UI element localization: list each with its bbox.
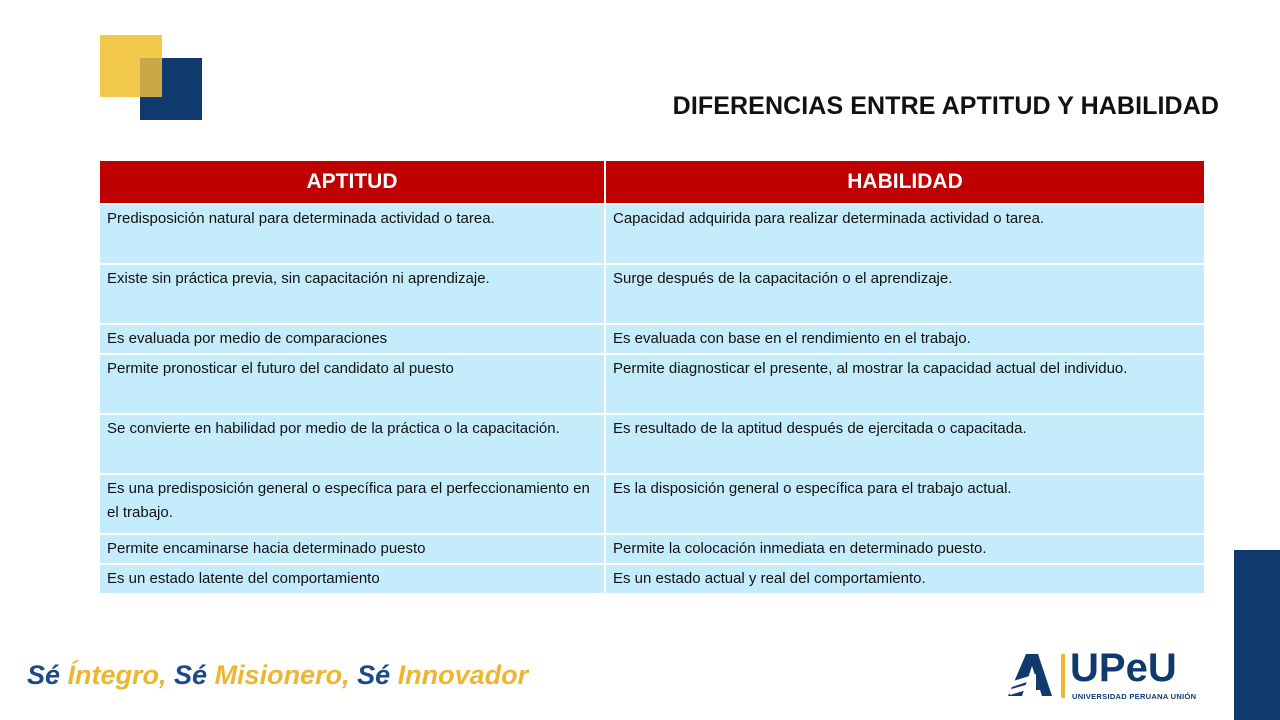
upeu-a-mark-icon: [1006, 652, 1056, 698]
cell-aptitud: Es una predisposición general o específica para el perfeccionamiento en el trabajo.: [100, 474, 605, 534]
cell-habilidad: Es un estado actual y real del comportamiento.: [605, 564, 1204, 594]
slogan-integro: Íntegro,: [67, 660, 167, 690]
cell-aptitud: Es un estado latente del comportamiento: [100, 564, 605, 594]
cell-habilidad: Permite diagnosticar el presente, al mostrar la capacidad actual del individuo.: [605, 354, 1204, 414]
logo-divider: [1061, 654, 1065, 698]
header-aptitud: APTITUD: [100, 161, 605, 204]
table-row: [100, 354, 1204, 414]
cell-aptitud: Se convierte en habilidad por medio de la práctica o la capacitación.: [100, 414, 605, 474]
slogan-innovador: Innovador: [397, 660, 529, 690]
cell-habilidad: Capacidad adquirida para realizar determinada actividad o tarea.: [605, 204, 1204, 264]
cell-habilidad: Permite la colocación inmediata en determinado puesto.: [605, 534, 1204, 564]
logo-subtitle: UNIVERSIDAD PERUANA UNIÓN: [1072, 692, 1197, 701]
cell-habilidad: Es resultado de la aptitud después de ejercitada o capacitada.: [605, 414, 1204, 474]
comparison-table: [100, 161, 1204, 595]
decorative-overlap-square: [140, 58, 162, 97]
table-row: [100, 474, 1204, 534]
slogan-misionero: Misionero,: [214, 660, 350, 690]
slogan: [27, 660, 528, 691]
upeu-logo: [1006, 646, 1206, 708]
header-habilidad: HABILIDAD: [605, 161, 1204, 204]
decorative-side-bar: [1234, 550, 1280, 720]
table-row: [100, 204, 1204, 264]
cell-aptitud: Permite encaminarse hacia determinado puesto: [100, 534, 605, 564]
cell-aptitud: Predisposición natural para determinada actividad o tarea.: [100, 204, 605, 264]
table-row: [100, 564, 1204, 594]
slogan-se: Sé: [166, 660, 215, 690]
cell-aptitud: Existe sin práctica previa, sin capacitación ni aprendizaje.: [100, 264, 605, 324]
slide-title: DIFERENCIAS ENTRE APTITUD Y HABILIDAD: [672, 92, 1219, 120]
table-header-row: [100, 161, 1204, 204]
slogan-se: Sé: [27, 660, 68, 690]
cell-habilidad: Es la disposición general o específica para el trabajo actual.: [605, 474, 1204, 534]
table-row: [100, 264, 1204, 324]
cell-aptitud: Permite pronosticar el futuro del candidato al puesto: [100, 354, 605, 414]
table-row: [100, 414, 1204, 474]
slogan-se: Sé: [349, 660, 398, 690]
table-row: [100, 534, 1204, 564]
logo-text: UPeU: [1070, 646, 1177, 690]
cell-habilidad: Es evaluada con base en el rendimiento en el trabajo.: [605, 324, 1204, 354]
cell-habilidad: Surge después de la capacitación o el aprendizaje.: [605, 264, 1204, 324]
table-row: [100, 324, 1204, 354]
cell-aptitud: Es evaluada por medio de comparaciones: [100, 324, 605, 354]
